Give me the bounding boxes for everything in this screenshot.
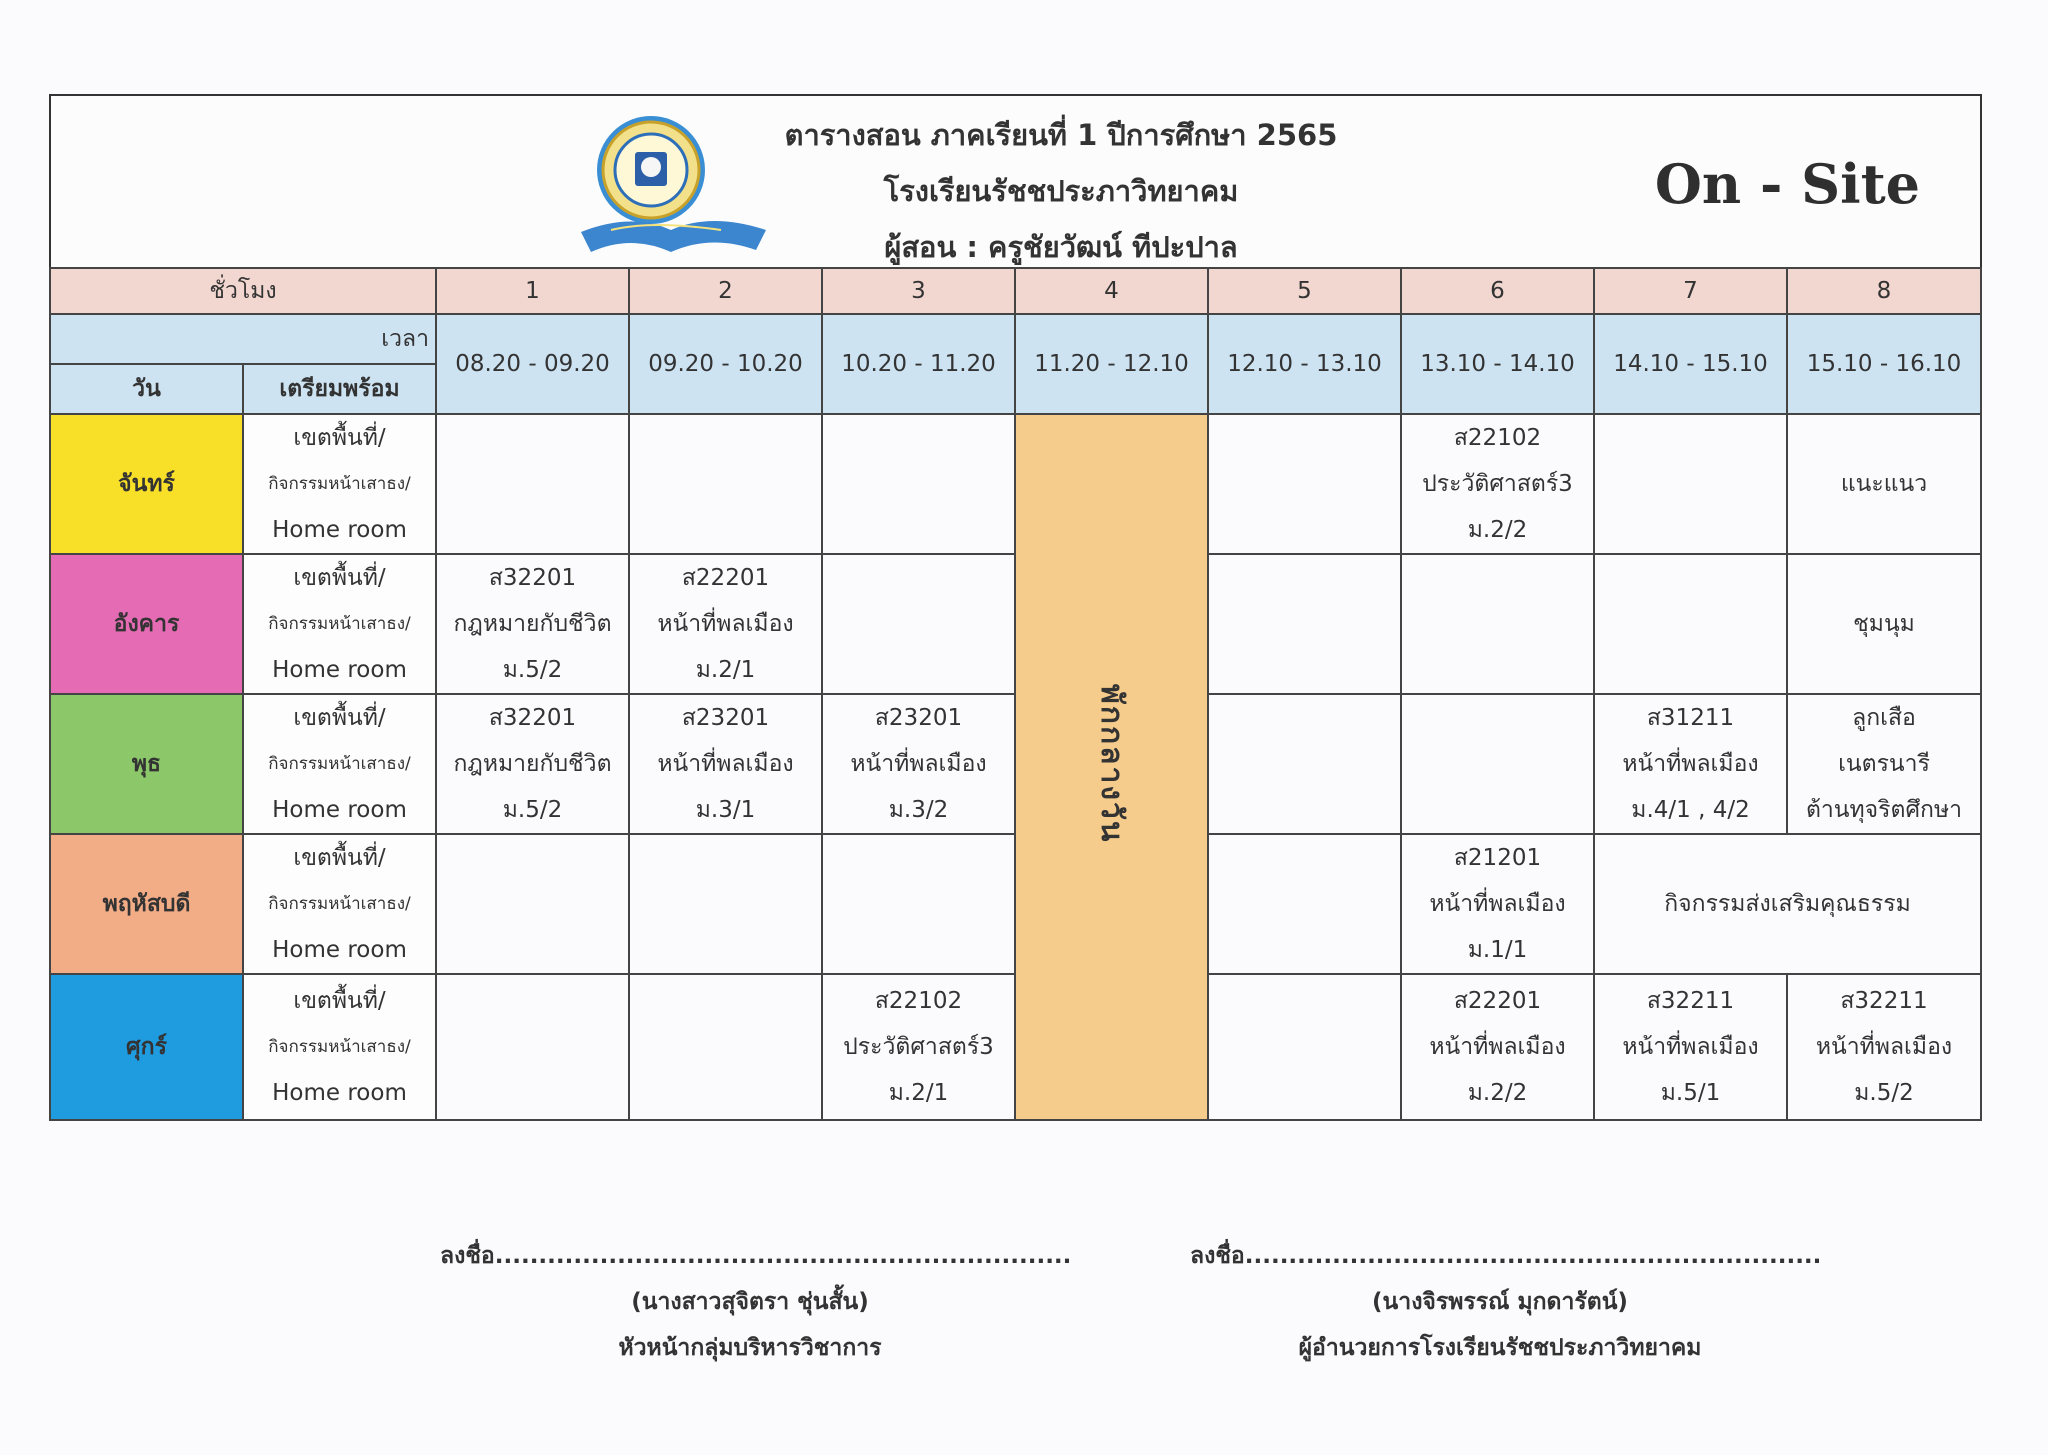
class-slot — [1787, 974, 1981, 1120]
subject-code: ส23201 — [681, 705, 770, 731]
time-slot: 15.10 - 16.10 — [1787, 314, 1981, 414]
timetable-header — [49, 94, 1982, 269]
activity-name: ต้านทุจริตศึกษา — [1805, 797, 1963, 823]
period-number: 1 — [436, 268, 629, 314]
class-slot — [1401, 834, 1594, 974]
time-slot: 12.10 - 13.10 — [1208, 314, 1401, 414]
activity-name: ลูกเสือ — [1852, 705, 1916, 731]
class-room: ม.4/1 , 4/2 — [1631, 797, 1750, 823]
class-slot — [1787, 694, 1981, 834]
class-room: ม.2/2 — [1467, 517, 1528, 543]
subject-name: หน้าที่พลเมือง — [1429, 891, 1566, 917]
day-tuesday: อังคาร — [50, 554, 243, 694]
class-room: ม.3/1 — [695, 797, 756, 823]
subject-name: กฎหมายกับชีวิต — [453, 611, 612, 637]
empty-slot — [822, 834, 1015, 974]
time-row — [50, 314, 1981, 364]
signer-position: ผู้อำนวยการโรงเรียนรัชชประภาวิทยาคม — [1298, 1335, 1702, 1361]
subject-name: หน้าที่พลเมือง — [850, 751, 987, 777]
signer-name: (นางสาวสุจิตรา ชุ่นสั้น) — [631, 1289, 869, 1315]
activity-slot: กิจกรรมส่งเสริมคุณธรรม — [1594, 834, 1981, 974]
time-slot: 14.10 - 15.10 — [1594, 314, 1787, 414]
subject-name: หน้าที่พลเมือง — [1815, 1034, 1953, 1060]
time-slot: 08.20 - 09.20 — [436, 314, 629, 414]
class-slot — [436, 554, 629, 694]
period-number: 2 — [629, 268, 822, 314]
class-slot — [629, 554, 822, 694]
subject-code: ส32211 — [1646, 988, 1735, 1014]
empty-slot — [1594, 414, 1787, 554]
day-thursday: พฤหัสบดี — [50, 834, 243, 974]
signature-academic — [440, 1233, 1072, 1371]
empty-slot — [1401, 554, 1594, 694]
time-slot: 09.20 - 10.20 — [629, 314, 822, 414]
subject-code: ส31211 — [1646, 705, 1735, 731]
class-slot — [436, 694, 629, 834]
prep-flag: กิจกรรมหน้าเสาธง/ — [268, 474, 411, 494]
subject-code: ส32201 — [488, 565, 577, 591]
period-number: 3 — [822, 268, 1015, 314]
teacher-name: ผู้สอน : ครูชัยวัฒน์ ทีปะปาล — [884, 230, 1238, 264]
subject-code: ส22102 — [1453, 425, 1542, 451]
prep-homeroom: Home room — [272, 1080, 407, 1106]
class-room: ม.2/1 — [888, 1080, 949, 1106]
class-slot — [629, 694, 822, 834]
activity-name: เนตรนารี — [1838, 751, 1930, 777]
prep-flag: กิจกรรมหน้าเสาธง/ — [268, 614, 411, 634]
empty-slot — [436, 414, 629, 554]
subject-code: ส22201 — [1453, 988, 1542, 1014]
subject-name: หน้าที่พลเมือง — [1622, 751, 1759, 777]
prep-homeroom: Home room — [272, 657, 407, 683]
timetable-title: ตารางสอน ภาคเรียนที่ 1 ปีการศึกษา 2565 — [784, 118, 1338, 152]
subject-name: หน้าที่พลเมือง — [657, 751, 794, 777]
empty-slot — [1208, 694, 1401, 834]
empty-slot — [629, 414, 822, 554]
prep-cell — [243, 554, 436, 694]
prep-flag: กิจกรรมหน้าเสาธง/ — [268, 1037, 411, 1057]
activity-slot: แนะแนว — [1787, 414, 1981, 554]
subject-name: หน้าที่พลเมือง — [657, 611, 794, 637]
subject-name: กฎหมายกับชีวิต — [453, 751, 612, 777]
signer-name: (นางจิรพรรณ์ มุกดารัตน์) — [1372, 1289, 1628, 1315]
prep-zone: เขตพื้นที่/ — [293, 705, 386, 731]
class-slot — [822, 694, 1015, 834]
prep-homeroom: Home room — [272, 937, 407, 963]
timetable-sheet — [49, 94, 1980, 1122]
class-room: ม.2/1 — [695, 657, 756, 683]
day-friday: ศุกร์ — [50, 974, 243, 1120]
prep-zone: เขตพื้นที่/ — [293, 845, 386, 871]
prep-zone: เขตพื้นที่/ — [293, 565, 386, 591]
empty-slot — [436, 834, 629, 974]
signature-director — [1190, 1233, 1822, 1371]
class-room: ม.3/2 — [888, 797, 949, 823]
prep-homeroom: Home room — [272, 517, 407, 543]
empty-slot — [1208, 834, 1401, 974]
prep-homeroom: Home room — [272, 797, 407, 823]
time-slot: 11.20 - 12.10 — [1015, 314, 1208, 414]
prep-flag: กิจกรรมหน้าเสาธง/ — [268, 754, 411, 774]
empty-slot — [1401, 694, 1594, 834]
prep-cell — [243, 694, 436, 834]
subject-name: ประวัติศาสตร์3 — [1422, 471, 1573, 497]
class-slot — [1401, 974, 1594, 1120]
empty-slot — [629, 834, 822, 974]
day-wednesday: พุธ — [50, 694, 243, 834]
class-slot — [1594, 694, 1787, 834]
time-header: เวลา — [50, 314, 436, 364]
schedule-table — [49, 267, 1982, 1121]
class-room: ม.5/2 — [1854, 1080, 1914, 1106]
empty-slot — [1594, 554, 1787, 694]
lunch-break — [1015, 414, 1208, 1120]
prep-header: เตรียมพร้อม — [243, 364, 436, 414]
subject-code: ส22102 — [874, 988, 963, 1014]
day-header: วัน — [50, 364, 243, 414]
school-name: โรงเรียนรัชชประภาวิทยาคม — [883, 174, 1239, 208]
period-number: 8 — [1787, 268, 1981, 314]
class-room: ม.1/1 — [1467, 937, 1528, 963]
time-slot: 10.20 - 11.20 — [822, 314, 1015, 414]
class-room: ม.2/2 — [1467, 1080, 1528, 1106]
subject-code: ส32211 — [1840, 988, 1928, 1014]
prep-cell — [243, 974, 436, 1120]
empty-slot — [1208, 414, 1401, 554]
period-number: 4 — [1015, 268, 1208, 314]
class-room: ม.5/2 — [502, 657, 563, 683]
period-row — [50, 268, 1981, 314]
empty-slot — [822, 414, 1015, 554]
time-slot: 13.10 - 14.10 — [1401, 314, 1594, 414]
signature-line: ลงชื่อ.................................................................. — [440, 1243, 1072, 1269]
class-slot — [822, 974, 1015, 1120]
lunch-label: พักกลางวัน — [1094, 684, 1129, 844]
subject-code: ส32201 — [488, 705, 577, 731]
prep-zone: เขตพื้นที่/ — [293, 425, 386, 451]
class-slot — [1401, 414, 1594, 554]
period-number: 6 — [1401, 268, 1594, 314]
subject-name: หน้าที่พลเมือง — [1622, 1034, 1759, 1060]
period-number: 5 — [1208, 268, 1401, 314]
prep-cell — [243, 834, 436, 974]
day-row-monday — [50, 414, 1981, 554]
subject-code: ส23201 — [874, 705, 963, 731]
class-room: ม.5/1 — [1660, 1080, 1721, 1106]
empty-slot — [1208, 554, 1401, 694]
activity-slot: ชุมนุม — [1787, 554, 1981, 694]
prep-zone: เขตพื้นที่/ — [293, 988, 386, 1014]
prep-flag: กิจกรรมหน้าเสาธง/ — [268, 894, 411, 914]
empty-slot — [1208, 974, 1401, 1120]
empty-slot — [822, 554, 1015, 694]
subject-name: ประวัติศาสตร์3 — [843, 1034, 994, 1060]
class-room: ม.5/2 — [502, 797, 563, 823]
day-monday: จันทร์ — [50, 414, 243, 554]
subject-code: ส21201 — [1453, 845, 1542, 871]
class-slot — [1594, 974, 1787, 1120]
period-number: 7 — [1594, 268, 1787, 314]
prep-cell — [243, 414, 436, 554]
on-site-label: On - Site — [1654, 152, 1920, 216]
subject-name: หน้าที่พลเมือง — [1429, 1034, 1566, 1060]
empty-slot — [436, 974, 629, 1120]
period-header: ชั่วโมง — [50, 268, 436, 314]
subject-code: ส22201 — [681, 565, 770, 591]
signer-position: หัวหน้ากลุ่มบริหารวิชาการ — [618, 1335, 882, 1361]
empty-slot — [629, 974, 822, 1120]
signature-line: ลงชื่อ.................................................................. — [1190, 1243, 1822, 1269]
